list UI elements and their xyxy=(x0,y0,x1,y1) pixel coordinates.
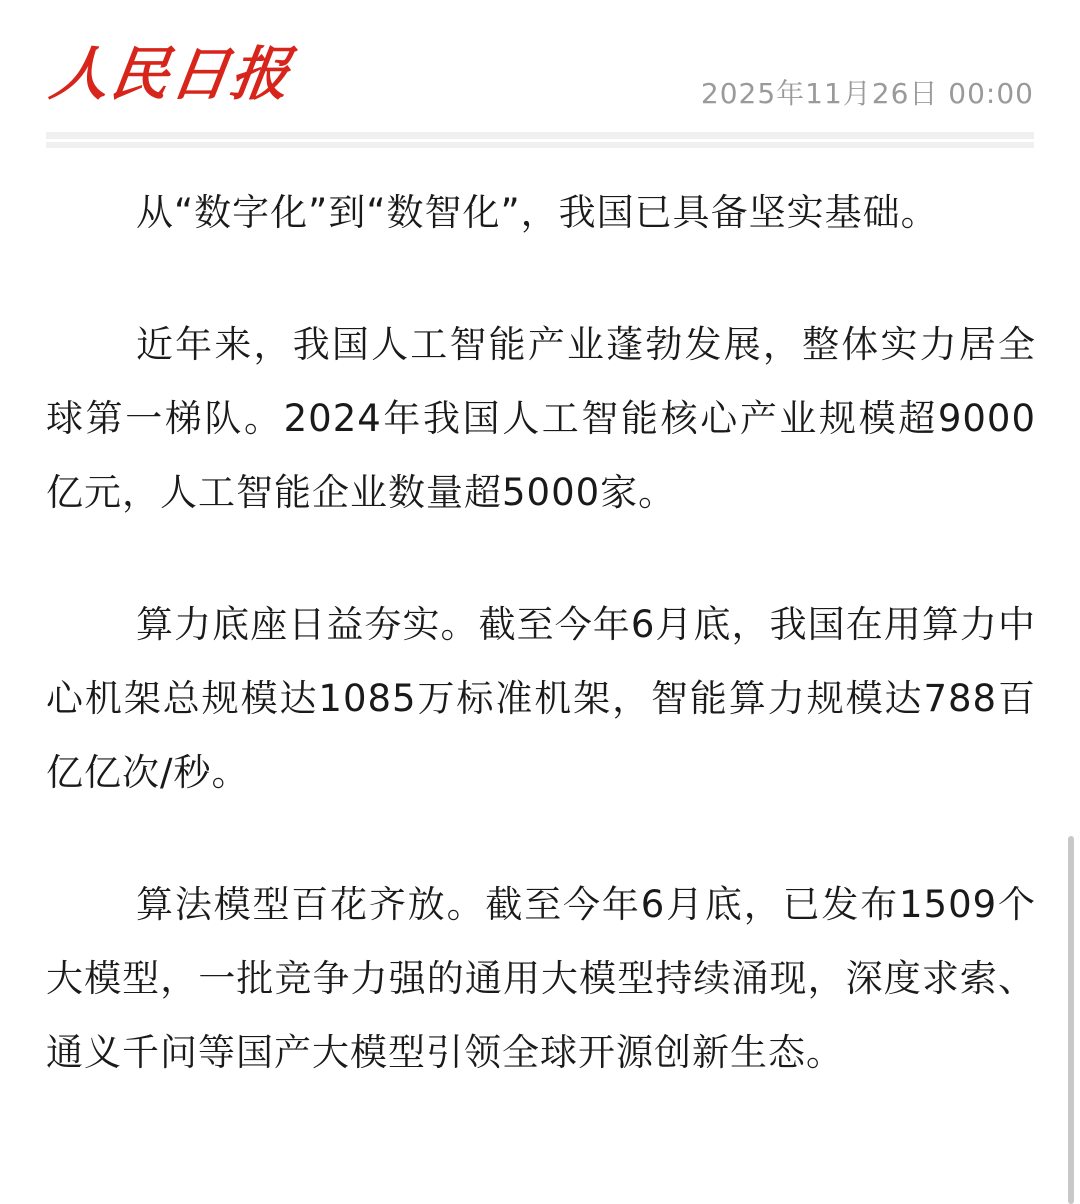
scrollbar[interactable] xyxy=(1068,836,1074,1204)
article-paragraph: 从“数字化”到“数智化”，我国已具备坚实基础。 xyxy=(136,191,939,234)
article-paragraph: 算法模型百花齐放。截至今年6月底，已发布1509个大模型，一批竞争力强的通用大模型持续涌现，深度求索、通义千问等国产大模型引领全球开源创新生态。 xyxy=(46,883,1036,1074)
header-divider xyxy=(46,132,1034,148)
article-paragraph: 近年来，我国人工智能产业蓬勃发展，整体实力居全球第一梯队。2024年我国人工智能核心产业规模超9000亿元，人工智能企业数量超5000家。 xyxy=(46,323,1036,514)
publish-date: 2025年11月26日 00:00 xyxy=(700,77,1034,110)
article-body xyxy=(46,176,1036,1148)
header xyxy=(46,38,1034,138)
newspaper-logo[interactable]: 人民日报 xyxy=(46,40,296,108)
article-paragraph: 算力底座日益夯实。截至今年6月底，我国在用算力中心机架总规模达1085万标准机架，智能算力规模达788百亿亿次/秒。 xyxy=(46,603,1036,794)
